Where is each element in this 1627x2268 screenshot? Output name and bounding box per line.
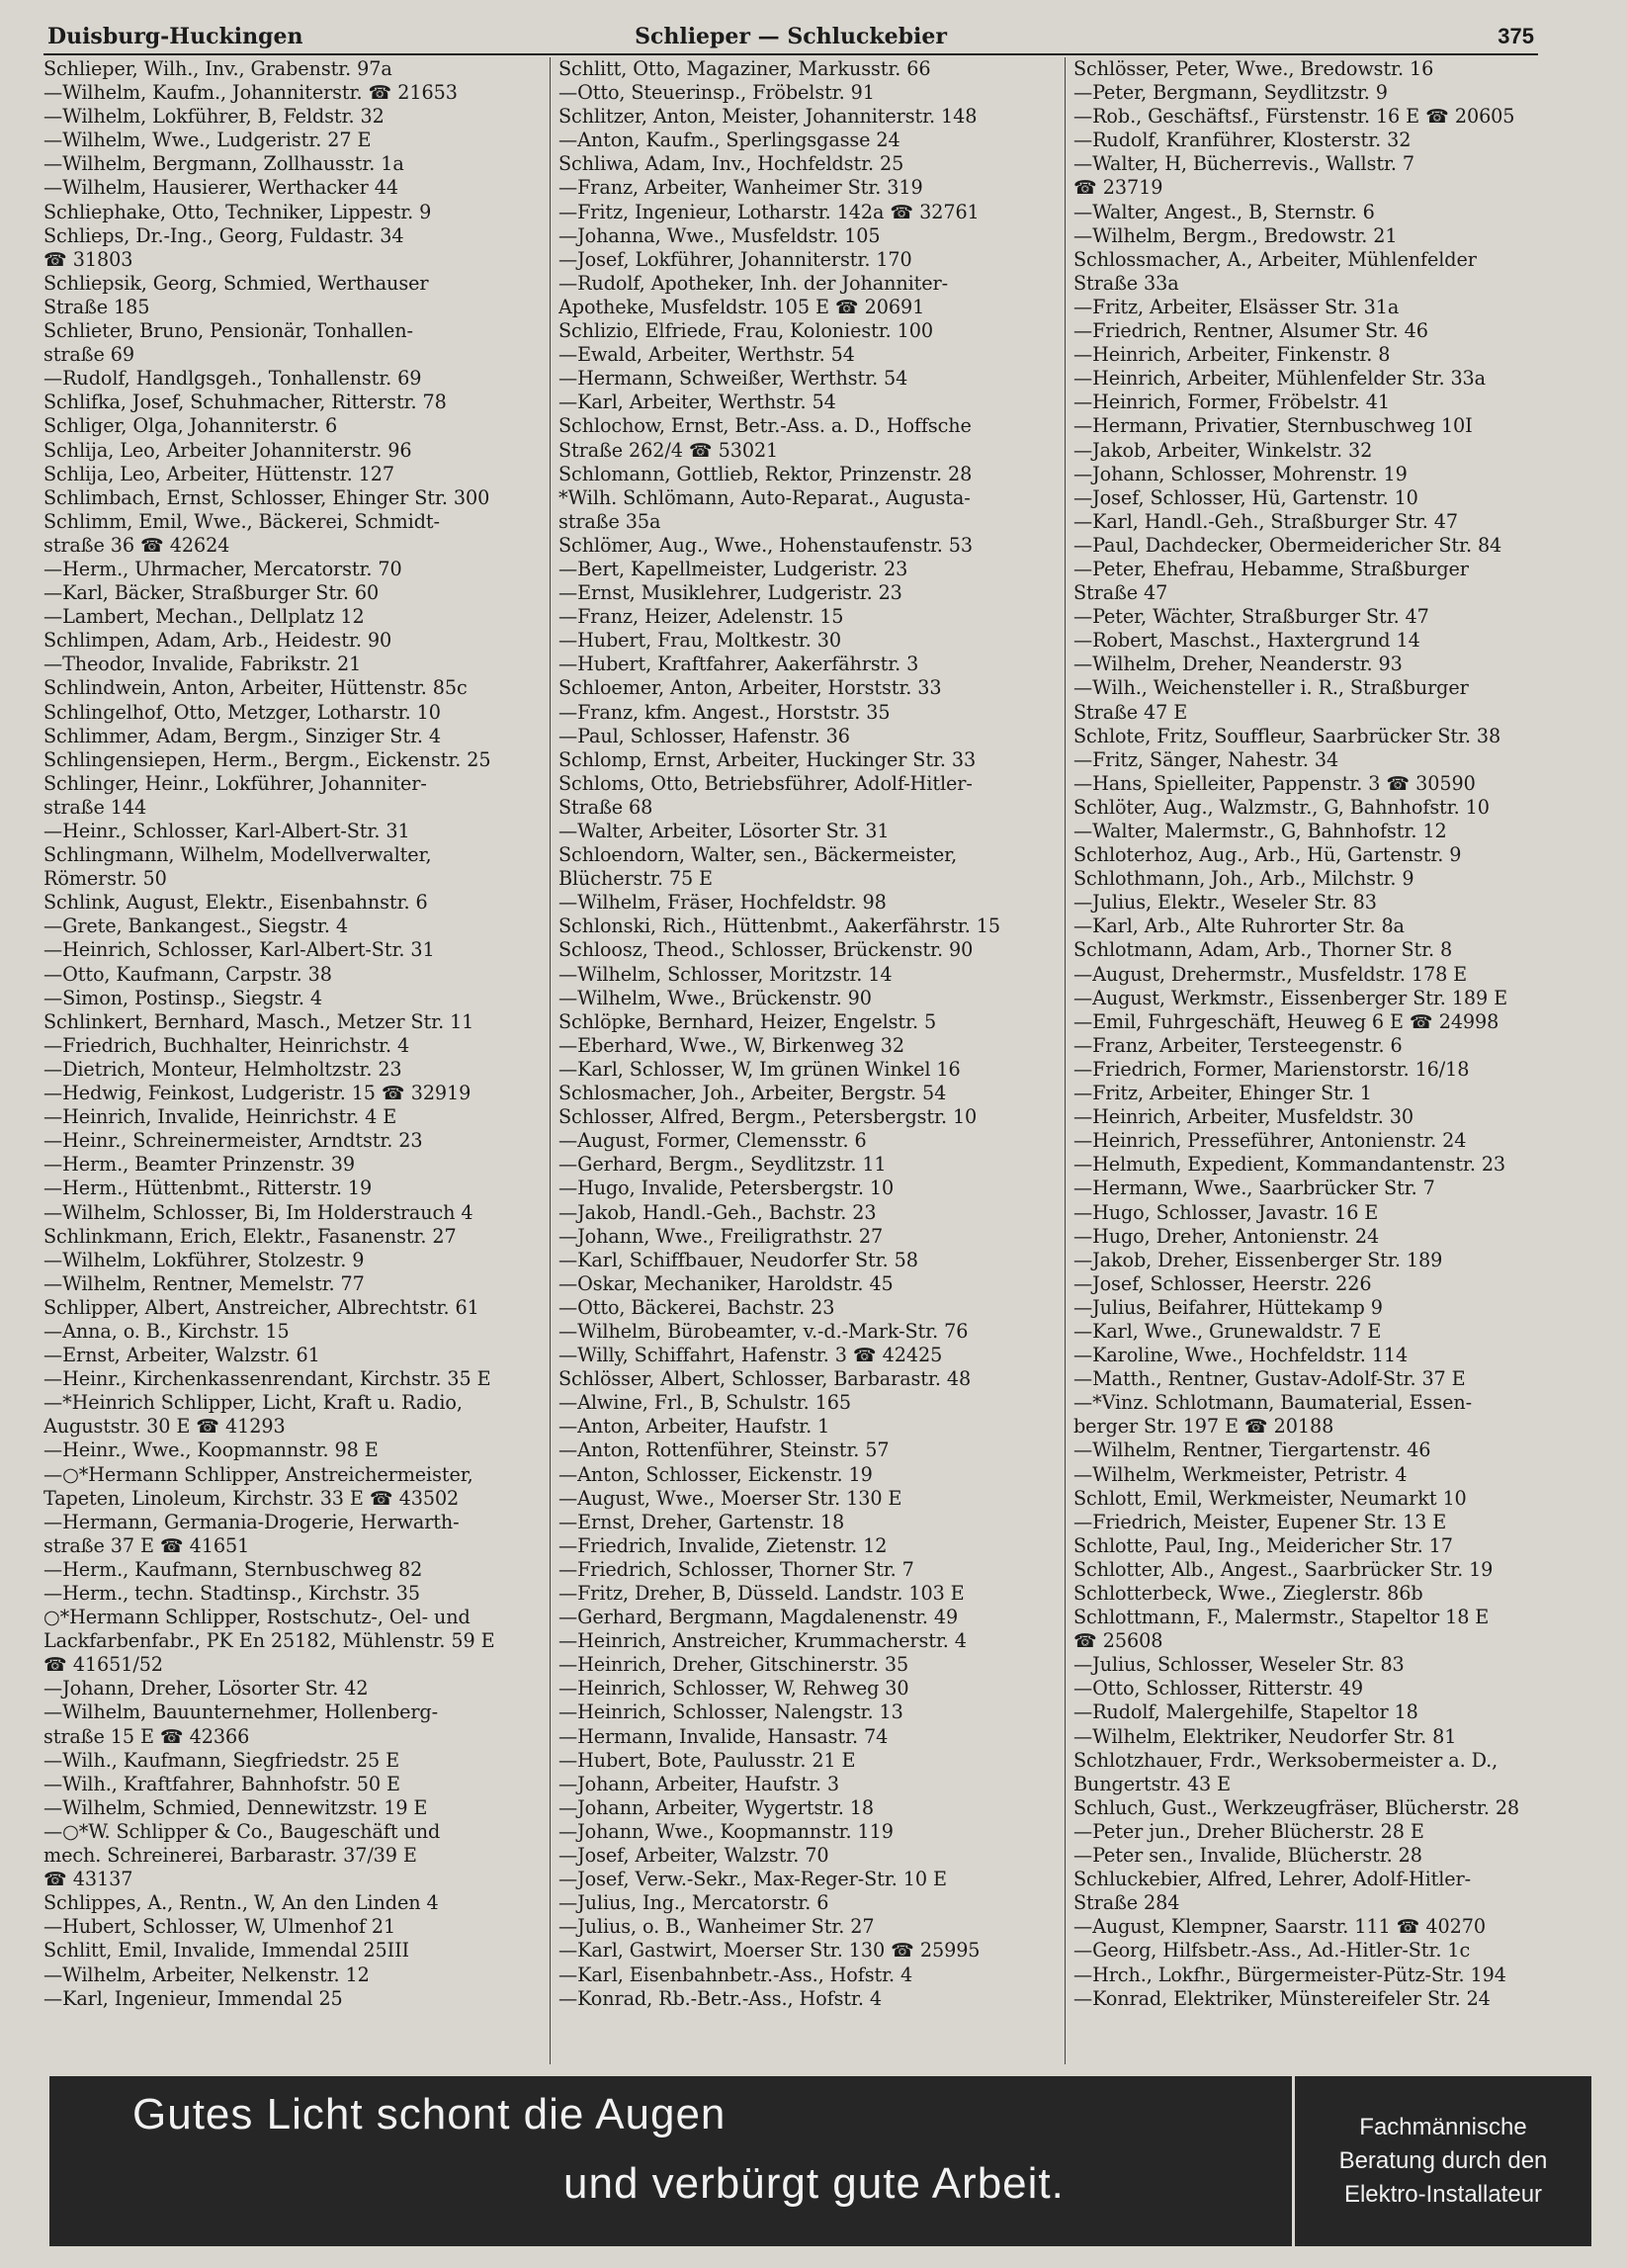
directory-entry-line: *Wilh. Schlömann, Auto-Reparat., Augusta- [558,485,971,509]
directory-entry-line: —Dietrich, Monteur, Helmholtzstr. 23 [43,1057,402,1081]
directory-entry-line: —Herm., Beamter Prinzenstr. 39 [43,1153,355,1177]
directory-entry-line: —○*Hermann Schlipper, Anstreichermeister, [43,1462,473,1486]
directory-entry-line: Bungertstr. 43 E [1073,1772,1232,1795]
directory-entry-line: —Wilhelm, Wwe., Ludgeristr. 27 E [43,129,372,152]
directory-entry-line: Schloms, Otto, Betriebsführer, Adolf-Hitler- [558,771,973,795]
directory-entry-line: Schlosmacher, Joh., Arbeiter, Bergstr. 54 [558,1082,947,1105]
directory-entry-line: Schlipper, Albert, Anstreicher, Albrechtstr. 61 [43,1295,479,1319]
directory-entry-line: Schluckebier, Alfred, Lehrer, Adolf-Hitler- [1073,1868,1472,1891]
directory-entry-line: —Julius, o. B., Wanheimer Str. 27 [558,1915,875,1939]
directory-entry-line: —Rudolf, Malergehilfe, Stapeltor 18 [1073,1701,1418,1724]
directory-entry-line: —Herm., techn. Stadtinsp., Kirchstr. 35 [43,1582,420,1605]
directory-entry-line: —Otto, Kaufmann, Carpstr. 38 [43,962,332,986]
directory-entry-line: Schlimmer, Adam, Bergm., Sinziger Str. 4 [43,724,442,747]
directory-entry-line: —Karl, Handl.-Geh., Straßburger Str. 47 [1073,509,1458,533]
directory-entry-line: —Fritz, Arbeiter, Ehinger Str. 1 [1073,1082,1372,1105]
directory-entry-line: —Wilh., Weichensteller i. R., Straßburger [1073,676,1469,700]
directory-entry-line: Schlottmann, F., Malermstr., Stapeltor 18 E [1073,1606,1490,1629]
directory-entry-line: —Johann, Schlosser, Mohrenstr. 19 [1073,462,1408,485]
directory-entry-line: —Georg, Hilfsbetr.-Ass., Ad.-Hitler-Str. 1c [1073,1939,1471,1963]
directory-entry-line: —Karl, Wwe., Grunewaldstr. 7 E [1073,1319,1382,1343]
directory-entry-line: —Wilhelm, Hausierer, Werthacker 44 [43,176,398,200]
directory-entry-line: —August, Klempner, Saarstr. 111 ☎ 40270 [1073,1915,1486,1939]
directory-entry-line: —Karl, Arb., Alte Ruhrorter Str. 8a [1073,915,1405,938]
directory-entry-line: —Fritz, Ingenieur, Lotharstr. 142a ☎ 32761 [558,200,980,223]
directory-entry-line: Schlonski, Rich., Hüttenbmt., Aakerfährstr. 15 [558,915,1000,938]
directory-entry-line: Schlifka, Josef, Schuhmacher, Ritterstr. 78 [43,391,447,414]
directory-entry-line: —Konrad, Elektriker, Münstereifeler Str. 24 [1073,1986,1491,2010]
directory-entry-line: —August, Former, Clemensstr. 6 [558,1129,867,1153]
directory-entry-line: —Konrad, Rb.-Betr.-Ass., Hofstr. 4 [558,1986,882,2010]
directory-entry-line: Straße 262/4 ☎ 53021 [558,438,779,462]
directory-entry-line: Schlija, Leo, Arbeiter Johanniterstr. 96 [43,438,412,462]
directory-entry-line: Schlott, Emil, Werkmeister, Neumarkt 10 [1073,1486,1467,1510]
directory-entry-line: —Julius, Schlosser, Weseler Str. 83 [1073,1653,1405,1677]
directory-entry-line: ○*Hermann Schlipper, Rostschutz-, Oel- und [43,1606,471,1629]
directory-entry-line: —Hugo, Invalide, Petersbergstr. 10 [558,1177,895,1200]
directory-entry-line: —Franz, Arbeiter, Wanheimer Str. 319 [558,176,923,200]
directory-entry-line: —Wilhelm, Schlosser, Bi, Im Holderstrauch 4 [43,1200,473,1224]
advertisement-slogan [49,2076,1295,2246]
directory-entry-line: Auguststr. 30 E ☎ 41293 [43,1415,286,1439]
directory-entry-line: —Gerhard, Bergm., Seydlitzstr. 11 [558,1153,887,1177]
directory-entry-line: —Friedrich, Invalide, Zietenstr. 12 [558,1533,888,1557]
directory-entry-line: Schlotter, Alb., Angest., Saarbrücker Str. 19 [1073,1557,1494,1581]
directory-entry-line: Schlimm, Emil, Wwe., Bäckerei, Schmidt- [43,509,440,533]
directory-entry-line: —Wilhelm, Lokführer, Stolzestr. 9 [43,1248,365,1271]
directory-entry-line: —Karl, Schiffbauer, Neudorfer Str. 58 [558,1248,918,1271]
directory-entry-line: —Karl, Gastwirt, Moerser Str. 130 ☎ 25995 [558,1939,981,1963]
header-location: Duisburg-Huckingen [47,24,303,49]
directory-entry-line: Schlömer, Aug., Wwe., Hohenstaufenstr. 53 [558,533,973,557]
directory-entry-line: Schlingmann, Wilhelm, Modellverwalter, [43,843,432,867]
directory-entry-line: Schlomp, Ernst, Arbeiter, Huckinger Str. 33 [558,747,977,771]
directory-entry-line: Schlothmann, Joh., Arb., Milchstr. 9 [1073,867,1414,891]
directory-entry-line: —Hrch., Lokfhr., Bürgermeister-Pütz-Str. 194 [1073,1963,1506,1986]
directory-entry-line: Römerstr. 50 [43,867,167,891]
directory-entry-line: —August, Wwe., Moerser Str. 130 E [558,1486,902,1510]
directory-entry-line: —Fritz, Sänger, Nahestr. 34 [1073,747,1339,771]
directory-entry-line: Schlöter, Aug., Walzmstr., G, Bahnhofstr. 10 [1073,795,1490,819]
directory-entry-line: Schlink, August, Elektr., Eisenbahnstr. 6 [43,891,428,915]
directory-entry-line: Schlizio, Elfriede, Frau, Koloniestr. 100 [558,319,933,343]
directory-entry-line: —Hermann, Germania-Drogerie, Herwarth- [43,1510,460,1533]
directory-entry-line: Schlinger, Heinr., Lokführer, Johanniter- [43,771,427,795]
directory-entry-line: —Hugo, Schlosser, Javastr. 16 E [1073,1200,1379,1224]
directory-entry-line: Schloemer, Anton, Arbeiter, Horststr. 33 [558,676,942,700]
directory-entry-line: —Wilh., Kaufmann, Siegfriedstr. 25 E [43,1748,399,1772]
directory-entry-line: —Wilhelm, Bergm., Bredowstr. 21 [1073,223,1398,247]
directory-entry-line: Schlieper, Wilh., Inv., Grabenstr. 97a [43,57,392,80]
directory-entry-line: Schlotterbeck, Wwe., Zieglerstr. 86b [1073,1582,1423,1605]
directory-entry-line: —Johann, Arbeiter, Wygertstr. 18 [558,1795,874,1819]
directory-entry-line: Apotheke, Musfeldstr. 105 E ☎ 20691 [558,295,925,318]
directory-entry-line: Schlieter, Bruno, Pensionär, Tonhallen- [43,319,413,343]
directory-entry-line: Schliwa, Adam, Inv., Hochfeldstr. 25 [558,152,904,176]
directory-entry-line: —Karl, Schlosser, W, Im grünen Winkel 16 [558,1057,961,1081]
directory-entry-line: —Wilhelm, Dreher, Neanderstr. 93 [1073,653,1403,676]
directory-entry-line: —Wilhelm, Bergmann, Zollhausstr. 1a [43,152,404,176]
directory-entry-line: —Hermann, Privatier, Sternbuschweg 10I [1073,414,1473,438]
directory-entry-line: —Walter, Arbeiter, Lösorter Str. 31 [558,820,890,842]
directory-entry-line: —Herm., Uhrmacher, Mercatorstr. 70 [43,557,402,580]
directory-entry-line: —Wilhelm, Fräser, Hochfeldstr. 98 [558,891,887,915]
directory-entry-line: —Wilhelm, Kaufm., Johanniterstr. ☎ 21653 [43,81,458,105]
directory-entry-line: —Fritz, Arbeiter, Elsässer Str. 31a [1073,295,1400,318]
advertisement-banner [49,2076,1591,2246]
directory-entry-line: —Heinrich, Former, Fröbelstr. 41 [1073,391,1391,414]
directory-columns [43,57,1566,2064]
advertisement-side-text [1295,2076,1591,2246]
directory-entry-line: —Friedrich, Rentner, Alsumer Str. 46 [1073,319,1428,343]
directory-entry-line: —Grete, Bankangest., Siegstr. 4 [43,915,348,938]
directory-entry-line: Schlinkmann, Erich, Elektr., Fasanenstr. 27 [43,1224,457,1248]
directory-entry-line: —Wilhelm, Wwe., Brückenstr. 90 [558,986,872,1009]
directory-entry-line: —Heinr., Wwe., Koopmannstr. 98 E [43,1439,379,1462]
directory-entry-line: —Jakob, Dreher, Eissenberger Str. 189 [1073,1248,1443,1271]
directory-entry-line: straße 15 E ☎ 42366 [43,1724,250,1748]
directory-entry-line: —Wilhelm, Bürobeamter, v.-d.-Mark-Str. 76 [558,1319,969,1343]
directory-entry-line: Straße 185 [43,295,150,318]
directory-entry-line: Schlija, Leo, Arbeiter, Hüttenstr. 127 [43,462,394,485]
directory-entry-line: —Oskar, Mechaniker, Haroldstr. 45 [558,1271,894,1295]
directory-entry-line: —Fritz, Dreher, B, Düsseld. Landstr. 103 E [558,1582,965,1605]
directory-entry-line: —Wilhelm, Lokführer, B, Feldstr. 32 [43,105,385,129]
directory-entry-line: —Hugo, Dreher, Antonienstr. 24 [1073,1224,1380,1248]
directory-entry-line: —Friedrich, Schlosser, Thorner Str. 7 [558,1557,914,1581]
directory-entry-line: —Franz, kfm. Angest., Horststr. 35 [558,700,891,724]
directory-entry-line: —Herm., Kaufmann, Sternbuschweg 82 [43,1557,423,1581]
directory-entry-line: —*Heinrich Schlipper, Licht, Kraft u. Radio, [43,1391,463,1415]
directory-entry-line: Schlippes, A., Rentn., W, An den Linden 4 [43,1891,439,1915]
directory-entry-line: —Paul, Schlosser, Hafenstr. 36 [558,724,850,747]
directory-entry-line: ☎ 25608 [1073,1629,1163,1653]
directory-entry-line: Straße 68 [558,795,653,819]
directory-entry-line: —Willy, Schiffahrt, Hafenstr. 3 ☎ 42425 [558,1344,943,1367]
directory-entry-line: —Wilhelm, Arbeiter, Nelkenstr. 12 [43,1963,370,1986]
directory-entry-line: —Friedrich, Buchhalter, Heinrichstr. 4 [43,1033,410,1057]
directory-entry-line: straße 37 E ☎ 41651 [43,1533,250,1557]
directory-entry-line: Schliepsik, Georg, Schmied, Werthauser [43,271,429,295]
directory-entry-line: straße 69 [43,343,134,367]
directory-entry-line: —Theodor, Invalide, Fabrikstr. 21 [43,653,362,676]
directory-entry-line: ☎ 43137 [43,1868,133,1891]
side-line-1: Fachmännische [1359,2114,1527,2140]
directory-entry-line: Schliephake, Otto, Techniker, Lippestr. 9 [43,200,432,223]
directory-entry-line: —Anna, o. B., Kirchstr. 15 [43,1319,290,1343]
directory-entry-line: Schlieps, Dr.-Ing., Georg, Fuldastr. 34 [43,223,404,247]
directory-entry-line: —Hedwig, Feinkost, Ludgeristr. 15 ☎ 32919 [43,1082,471,1105]
directory-entry-line: —Helmuth, Expedient, Kommandantenstr. 23 [1073,1153,1506,1177]
directory-entry-line: Schlösser, Peter, Wwe., Bredowstr. 16 [1073,57,1434,80]
directory-entry-line: Blücherstr. 75 E [558,867,713,891]
directory-entry-line: straße 36 ☎ 42624 [43,533,230,557]
directory-entry-line: Schlomann, Gottlieb, Rektor, Prinzenstr. 28 [558,462,973,485]
directory-entry-line: —Heinrich, Arbeiter, Mühlenfelder Str. 33a [1073,367,1486,391]
directory-entry-line: —Jakob, Arbeiter, Winkelstr. 32 [1073,438,1373,462]
side-line-3: Elektro-Installateur [1343,2181,1543,2208]
directory-entry-line: —Ernst, Musiklehrer, Ludgeristr. 23 [558,581,902,605]
directory-entry-line: Schloendorn, Walter, sen., Bäckermeister, [558,843,958,867]
directory-entry-line: —Johann, Arbeiter, Haufstr. 3 [558,1772,840,1795]
header-name-range: Schlieper — Schluckebier [635,24,947,49]
directory-entry-line: —Wilhelm, Werkmeister, Petristr. 4 [1073,1462,1408,1486]
directory-entry-line: —Anton, Kaufm., Sperlingsgasse 24 [558,129,900,152]
directory-entry-line: berger Str. 197 E ☎ 20188 [1073,1415,1334,1439]
directory-entry-line: —Johanna, Wwe., Musfeldstr. 105 [558,223,881,247]
directory-entry-line: —Paul, Dachdecker, Obermeidericher Str. 84 [1073,533,1502,557]
directory-entry-line: —Anton, Schlosser, Eickenstr. 19 [558,1462,873,1486]
directory-entry-line: —Hans, Spielleiter, Pappenstr. 3 ☎ 30590 [1073,771,1476,795]
directory-entry-line: Schliger, Olga, Johanniterstr. 6 [43,414,338,438]
directory-entry-line: —Peter, Bergmann, Seydlitzstr. 9 [1073,81,1388,105]
directory-entry-line: —Heinrich, Schlosser, W, Rehweg 30 [558,1677,909,1701]
slogan-line-1: Gutes Licht schont die Augen [132,2090,727,2138]
directory-entry-line: Schloterhoz, Aug., Arb., Hü, Gartenstr. 9 [1073,843,1462,867]
directory-entry-line: —Peter, Wächter, Straßburger Str. 47 [1073,605,1429,629]
directory-entry-line: Schloosz, Theod., Schlosser, Brückenstr. 90 [558,938,974,962]
directory-entry-line: —Franz, Heizer, Adelenstr. 15 [558,605,844,629]
directory-entry-line: —Friedrich, Former, Marienstorstr. 16/18 [1073,1057,1470,1081]
directory-entry-line: —Hermann, Wwe., Saarbrücker Str. 7 [1073,1177,1435,1200]
directory-entry-line: —Josef, Verw.-Sekr., Max-Reger-Str. 10 E [558,1868,947,1891]
directory-entry-line: —Gerhard, Bergmann, Magdalenenstr. 49 [558,1606,959,1629]
directory-entry-line: Straße 33a [1073,271,1179,295]
directory-entry-line: —Walter, Malermstr., G, Bahnhofstr. 12 [1073,820,1447,842]
directory-entry-line: —Hubert, Frau, Moltkestr. 30 [558,629,841,653]
directory-entry-line: —Wilhelm, Bauunternehmer, Hollenberg- [43,1701,438,1724]
directory-entry-line: —Rudolf, Handlgsgeh., Tonhallenstr. 69 [43,367,422,391]
directory-entry-line: —Heinrich, Schlosser, Nalengstr. 13 [558,1701,903,1724]
directory-entry-line: —Lambert, Mechan., Dellplatz 12 [43,605,365,629]
directory-entry-line: —Heinr., Kirchenkassenrendant, Kirchstr. 35 E [43,1367,491,1391]
directory-entry-line: —Julius, Elektr., Weseler Str. 83 [1073,891,1377,915]
directory-entry-line: —Johann, Dreher, Lösorter Str. 42 [43,1677,369,1701]
directory-entry-line: —Josef, Schlosser, Heerstr. 226 [1073,1271,1372,1295]
directory-entry-line: —August, Werkmstr., Eissenberger Str. 189 E [1073,986,1508,1009]
directory-entry-line: Schlimbach, Ernst, Schlosser, Ehinger Str. 300 [43,485,490,509]
directory-column-2 [550,57,1051,2064]
directory-entry-line: —Hermann, Schweißer, Werthstr. 54 [558,367,908,391]
page-header [43,20,1538,55]
directory-entry-line: —Rob., Geschäftsf., Fürstenstr. 16 E ☎ 20605 [1073,105,1515,129]
directory-entry-line: —Johann, Wwe., Freiligrathstr. 27 [558,1224,884,1248]
directory-entry-line: —Jakob, Handl.-Geh., Bachstr. 23 [558,1200,877,1224]
directory-entry-line: —Matth., Rentner, Gustav-Adolf-Str. 37 E [1073,1367,1466,1391]
directory-entry-line: —Heinrich, Anstreicher, Krummacherstr. 4 [558,1629,967,1653]
side-line-2: Beratung durch den [1338,2147,1548,2174]
directory-column-1 [43,57,536,2064]
directory-entry-line: Straße 47 E [1073,700,1188,724]
directory-entry-line: —August, Drehermstr., Musfeldstr. 178 E [1073,962,1468,986]
directory-entry-line: —Robert, Maschst., Haxtergrund 14 [1073,629,1420,653]
directory-entry-line: —Wilhelm, Schmied, Dennewitzstr. 19 E [43,1795,428,1819]
directory-entry-line: —Friedrich, Meister, Eupener Str. 13 E [1073,1510,1447,1533]
directory-entry-line: —Herm., Hüttenbmt., Ritterstr. 19 [43,1177,373,1200]
directory-entry-line: straße 35a [558,509,661,533]
directory-entry-line: —Wilhelm, Rentner, Tiergartenstr. 46 [1073,1439,1431,1462]
directory-entry-line: ☎ 41651/52 [43,1653,163,1677]
directory-entry-line: —Ernst, Dreher, Gartenstr. 18 [558,1510,845,1533]
directory-entry-line: —Simon, Postinsp., Siegstr. 4 [43,986,322,1009]
directory-entry-line: —Hubert, Kraftfahrer, Aakerfährstr. 3 [558,653,919,676]
directory-entry-line: —Karl, Bäcker, Straßburger Str. 60 [43,581,380,605]
directory-entry-line: —Karl, Ingenieur, Immendal 25 [43,1986,343,2010]
directory-entry-line: —Eberhard, Wwe., W, Birkenweg 32 [558,1033,904,1057]
directory-entry-line: —Walter, Angest., B, Sternstr. 6 [1073,200,1375,223]
directory-entry-line: —○*W. Schlipper & Co., Baugeschäft und [43,1819,441,1843]
directory-entry-line: Schluch, Gust., Werkzeugfräser, Blücherstr. 28 [1073,1795,1520,1819]
directory-entry-line: —Peter jun., Dreher Blücherstr. 28 E [1073,1819,1424,1843]
directory-entry-line: —Karl, Eisenbahnbetr.-Ass., Hofstr. 4 [558,1963,913,1986]
directory-entry-line: Schlimpen, Adam, Arb., Heidestr. 90 [43,629,392,653]
directory-entry-line: —Rudolf, Apotheker, Inh. der Johanniter- [558,271,948,295]
directory-entry-line: Schlossmacher, A., Arbeiter, Mühlenfelder [1073,247,1477,271]
directory-entry-line: —Karoline, Wwe., Hochfeldstr. 114 [1073,1344,1409,1367]
directory-entry-line: —Heinr., Schlosser, Karl-Albert-Str. 31 [43,820,410,842]
directory-entry-line: —Anton, Rottenführer, Steinstr. 57 [558,1439,890,1462]
slogan-line-2: und verbürgt gute Arbeit. [563,2159,1065,2208]
directory-entry-line: —Wilhelm, Elektriker, Neudorfer Str. 81 [1073,1724,1457,1748]
page-number: 375 [1498,24,1534,48]
directory-entry-line: Schlitzer, Anton, Meister, Johanniterstr. 148 [558,105,978,129]
directory-entry-line: —Otto, Bäckerei, Bachstr. 23 [558,1295,835,1319]
directory-entry-line: —*Vinz. Schlotmann, Baumaterial, Essen- [1073,1391,1472,1415]
directory-entry-line: —Hermann, Invalide, Hansastr. 74 [558,1724,889,1748]
directory-entry-line: —Bert, Kapellmeister, Ludgeristr. 23 [558,557,908,580]
directory-entry-line: —Wilhelm, Rentner, Memelstr. 77 [43,1271,365,1295]
directory-entry-line: —Heinrich, Invalide, Heinrichstr. 4 E [43,1105,397,1129]
directory-entry-line: ☎ 31803 [43,247,133,271]
directory-entry-line: Lackfarbenfabr., PK En 25182, Mühlenstr. 59 E [43,1629,495,1653]
directory-entry-line: —Heinrich, Arbeiter, Finkenstr. 8 [1073,343,1391,367]
directory-entry-line: Schlote, Fritz, Souffleur, Saarbrücker Str. 38 [1073,724,1501,747]
directory-entry-line: Schlingensiepen, Herm., Bergm., Eickenstr. 25 [43,747,491,771]
directory-entry-line: —Wilh., Kraftfahrer, Bahnhofstr. 50 E [43,1772,400,1795]
directory-entry-line: —Otto, Schlosser, Ritterstr. 49 [1073,1677,1364,1701]
directory-entry-line: ☎ 23719 [1073,176,1163,200]
directory-entry-line: —Karl, Arbeiter, Werthstr. 54 [558,391,836,414]
directory-entry-line: —Julius, Beifahrer, Hüttekamp 9 [1073,1295,1383,1319]
directory-entry-line: —Johann, Wwe., Koopmannstr. 119 [558,1819,894,1843]
directory-entry-line: —Ernst, Arbeiter, Walzstr. 61 [43,1344,320,1367]
directory-entry-line: —Alwine, Frl., B, Schulstr. 165 [558,1391,851,1415]
directory-entry-line: Schlöpke, Bernhard, Heizer, Engelstr. 5 [558,1009,937,1033]
directory-entry-line: straße 144 [43,795,147,819]
directory-entry-line: —Heinrich, Schlosser, Karl-Albert-Str. 31 [43,938,435,962]
directory-entry-line: Schlotmann, Adam, Arb., Thorner Str. 8 [1073,938,1453,962]
directory-entry-line: Schlochow, Ernst, Betr.-Ass. a. D., Hoffsche [558,414,972,438]
directory-entry-line: Straße 47 [1073,581,1168,605]
directory-entry-line: mech. Schreinerei, Barbarastr. 37/39 E [43,1844,417,1868]
directory-entry-line: —Heinrich, Arbeiter, Musfeldstr. 30 [1073,1105,1413,1129]
directory-entry-line: —Walter, H, Bücherrevis., Wallstr. 7 [1073,152,1415,176]
directory-entry-line: —Peter sen., Invalide, Blücherstr. 28 [1073,1844,1422,1868]
directory-entry-line: Schlitt, Emil, Invalide, Immendal 25III [43,1939,410,1963]
directory-entry-line: Schlitt, Otto, Magaziner, Markusstr. 66 [558,57,931,80]
directory-entry-line: —Ewald, Arbeiter, Werthstr. 54 [558,343,855,367]
directory-entry-line: —Julius, Ing., Mercatorstr. 6 [558,1891,829,1915]
directory-entry-line: —Otto, Steuerinsp., Fröbelstr. 91 [558,81,875,105]
directory-entry-line: —Hubert, Bote, Paulusstr. 21 E [558,1748,856,1772]
directory-entry-line: —Heinr., Schreinermeister, Arndtstr. 23 [43,1129,423,1153]
directory-entry-line: —Josef, Arbeiter, Walzstr. 70 [558,1844,829,1868]
directory-entry-line: —Rudolf, Kranführer, Klosterstr. 32 [1073,129,1412,152]
directory-entry-line: —Heinrich, Presseführer, Antonienstr. 24 [1073,1129,1467,1153]
directory-entry-line: —Peter, Ehefrau, Hebamme, Straßburger [1073,557,1469,580]
directory-entry-line: Schlindwein, Anton, Arbeiter, Hüttenstr. 85c [43,676,468,700]
directory-entry-line: Straße 284 [1073,1891,1180,1915]
directory-entry-line: Schlingelhof, Otto, Metzger, Lotharstr. 10 [43,700,441,724]
directory-column-3 [1065,57,1566,2064]
directory-entry-line: —Emil, Fuhrgeschäft, Heuweg 6 E ☎ 24998 [1073,1009,1499,1033]
directory-entry-line: —Josef, Schlosser, Hü, Gartenstr. 10 [1073,485,1418,509]
directory-entry-line: —Wilhelm, Schlosser, Moritzstr. 14 [558,962,893,986]
directory-entry-line: —Heinrich, Dreher, Gitschinerstr. 35 [558,1653,909,1677]
directory-entry-line: —Franz, Arbeiter, Tersteegenstr. 6 [1073,1033,1403,1057]
directory-entry-line: —Anton, Arbeiter, Haufstr. 1 [558,1415,830,1439]
directory-entry-line: Schlotzhauer, Frdr., Werksobermeister a. D., [1073,1748,1499,1772]
directory-entry-line: —Josef, Lokführer, Johanniterstr. 170 [558,247,912,271]
directory-entry-line: Schlinkert, Bernhard, Masch., Metzer Str. 11 [43,1009,474,1033]
directory-entry-line: Schlosser, Alfred, Bergm., Petersbergstr. 10 [558,1105,978,1129]
directory-entry-line: Schlösser, Albert, Schlosser, Barbarastr. 48 [558,1367,972,1391]
directory-entry-line: —Hubert, Schlosser, W, Ulmenhof 21 [43,1915,396,1939]
directory-entry-line: Tapeten, Linoleum, Kirchstr. 33 E ☎ 43502 [43,1486,460,1510]
directory-entry-line: Schlotte, Paul, Ing., Meidericher Str. 17 [1073,1533,1453,1557]
